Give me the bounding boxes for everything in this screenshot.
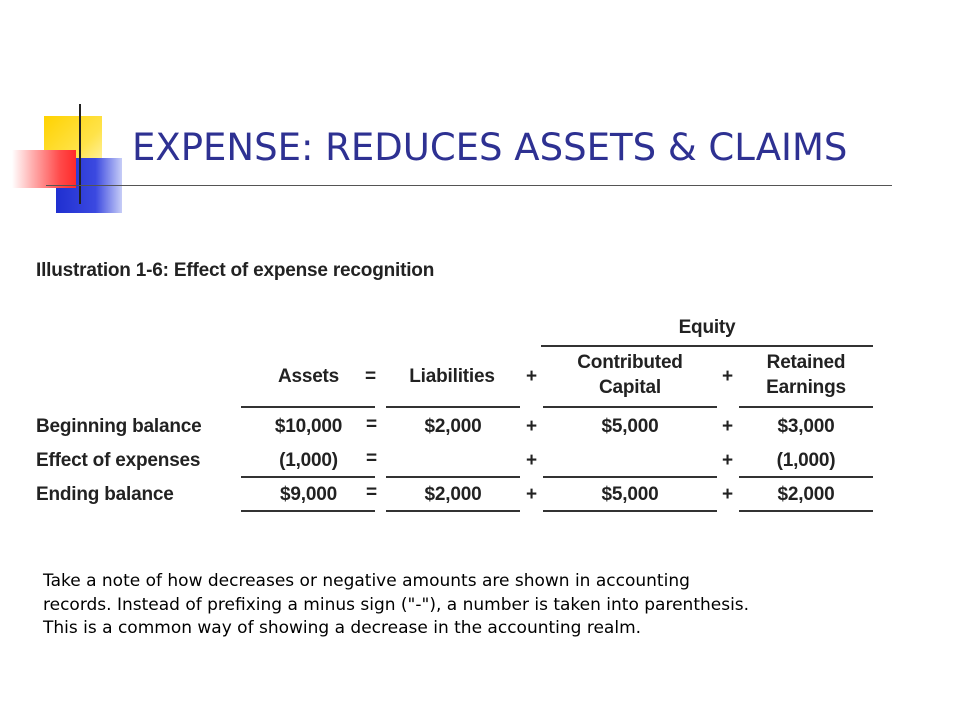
row-label: Beginning balance [36,416,202,437]
header-liabilities: Liabilities [409,366,495,387]
expense-illustration [36,260,886,522]
cell-plus-2: + [722,450,733,471]
total-rule-retained [739,510,873,512]
cell-equals: = [366,414,377,435]
header-rule-liabilities [386,406,520,408]
header-assets: Assets [277,366,340,387]
cell-plus-1: + [526,450,537,471]
header-retained-line1: Retained [766,352,846,373]
cell-equals: = [366,482,377,503]
note-line: records. Instead of prefixing a minus sign ("-"), a number is taken into parenthesis. [43,594,750,615]
explanatory-note [43,570,943,641]
header-rule-assets [241,406,375,408]
cell-plus-2: + [722,416,733,437]
cell-liabilities: $2,000 [424,484,482,505]
cell-assets: $9,000 [280,484,337,505]
equity-header-rule [541,345,873,347]
header-rule-retained [739,406,873,408]
cell-plus-1: + [526,416,537,437]
subtotal-rule-liabilities [386,476,520,478]
cell-equals: = [366,448,377,469]
row-label: Ending balance [36,484,174,505]
cell-plus-1: + [526,484,537,505]
header-plus-1: + [526,366,537,387]
cell-retained: $2,000 [777,484,835,505]
subtotal-rule-retained [739,476,873,478]
equity-header: Equity [678,317,736,338]
header-plus-2: + [722,366,733,387]
note-line: This is a common way of showing a decrease in the accounting realm. [43,618,642,638]
decor-vertical-line [79,104,81,204]
illustration-caption: Illustration 1-6: Effect of expense recognition [36,260,435,281]
subtotal-rule-contributed [543,476,717,478]
cell-contributed: $5,000 [601,416,659,437]
cell-contributed: $5,000 [601,484,659,505]
decor-red-bar [12,150,76,188]
cell-liabilities: $2,000 [424,416,482,437]
header-rule-contributed [543,406,717,408]
title-underline [46,185,892,186]
cell-plus-2: + [722,484,733,505]
cell-retained: $3,000 [777,416,835,437]
header-contributed-line1: Contributed [577,352,683,373]
row-label: Effect of expenses [36,450,201,471]
cell-assets: $10,000 [274,416,343,437]
note-line: Take a note of how decreases or negative amounts are shown in accounting [43,571,690,591]
slide-title: EXPENSE: REDUCES ASSETS & CLAIMS [132,126,848,169]
subtotal-rule-assets [241,476,375,478]
header-contributed-line2: Capital [599,377,661,398]
header-retained-line2: Earnings [766,377,846,398]
total-rule-liabilities [386,510,520,512]
header-equals: = [365,366,376,387]
total-rule-contributed [543,510,717,512]
total-rule-assets [241,510,375,512]
cell-assets: (1,000) [279,450,338,471]
cell-retained: (1,000) [776,450,836,471]
